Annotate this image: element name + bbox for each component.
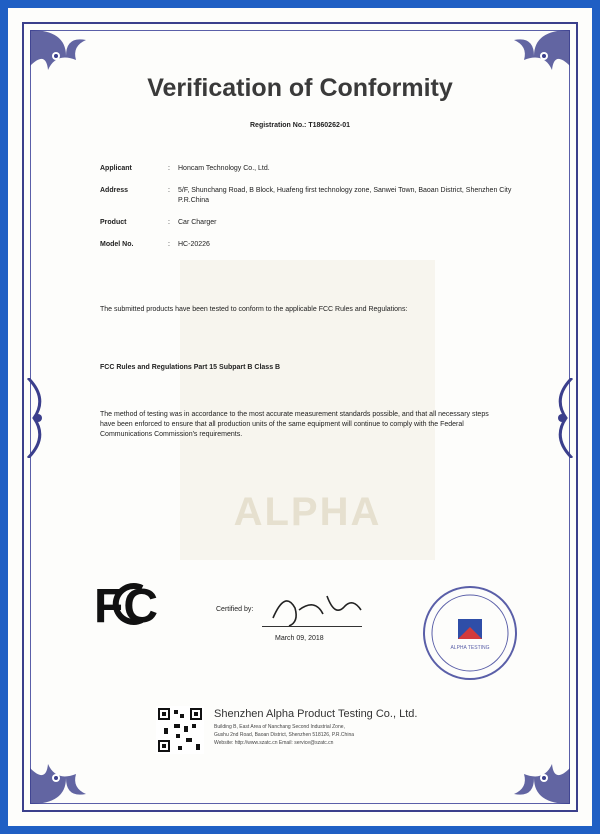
- side-ornament-icon: [546, 378, 576, 458]
- field-value: 5/F, Shunchang Road, B Block, Huafeng first technology zone, Sanwei Town, Baoan District, Shenzhen City P.R.China: [178, 187, 512, 204]
- fcc-rules: FCC Rules and Regulations Part 15 Subpart B Class B: [100, 364, 281, 371]
- watermark-text: ALPHA: [233, 490, 382, 534]
- testing-method: The method of testing was in accordance to the most accurate measurement standards possible, and that all necessary steps have been enforced to ensure that all production units of the same equipment will continue to comply with the Federal Communications Commission's requirements.: [100, 411, 489, 438]
- fcc-logo: [94, 578, 160, 630]
- applicant-details: [100, 164, 520, 262]
- field-label: Address: [100, 187, 129, 194]
- corner-ornament-icon: [494, 728, 574, 808]
- field-row: Model No. : HC-20226: [100, 240, 520, 250]
- side-ornament-icon: [24, 378, 54, 458]
- certificate-title: Verification of Conformity: [147, 74, 453, 102]
- field-value: Car Charger: [178, 219, 217, 226]
- corner-ornament-icon: [26, 728, 106, 808]
- certified-by-label: Certified by:: [216, 606, 254, 613]
- issuer-address-line2: Gushu 2nd Road, Baoan District, Shenzhen 518126, P.R.China: [214, 732, 354, 738]
- field-value: Honcam Technology Co., Ltd.: [178, 165, 270, 172]
- certification-date: March 09, 2018: [275, 635, 324, 642]
- field-label: Model No.: [100, 241, 134, 248]
- svg-text:FC: FC: [94, 580, 158, 630]
- issuer-company: Shenzhen Alpha Product Testing Co., Ltd.: [214, 708, 418, 720]
- field-value: HC-20226: [178, 241, 210, 248]
- field-row: Applicant : Honcam Technology Co., Ltd.: [100, 164, 520, 174]
- field-label: Product: [100, 219, 127, 226]
- issuer-contact: Website: http://www.szatc.cn Email: service@szatc.cn: [214, 740, 334, 746]
- company-seal-icon: [420, 583, 520, 683]
- svg-text:ALPHA TESTING: ALPHA TESTING: [450, 645, 490, 651]
- field-row: Address : 5/F, Shunchang Road, B Block, Huafeng first technology zone, Sanwei Town, Baoan District, Shenzhen City P.R.China: [100, 186, 520, 206]
- issuer-info: [214, 708, 484, 747]
- signature-icon: [265, 588, 365, 628]
- qr-code: [156, 706, 204, 754]
- issuer-address-line1: Building B, East Area of Nanchang Second Industrial Zone,: [214, 724, 345, 730]
- field-label: Applicant: [100, 165, 132, 172]
- registration-number: Registration No.: T1860262-01: [250, 122, 350, 129]
- conformity-statement: The submitted products have been tested to conform to the applicable FCC Rules and Regulations:: [100, 306, 408, 313]
- field-row: Product : Car Charger: [100, 218, 520, 228]
- signature-line: [262, 626, 362, 627]
